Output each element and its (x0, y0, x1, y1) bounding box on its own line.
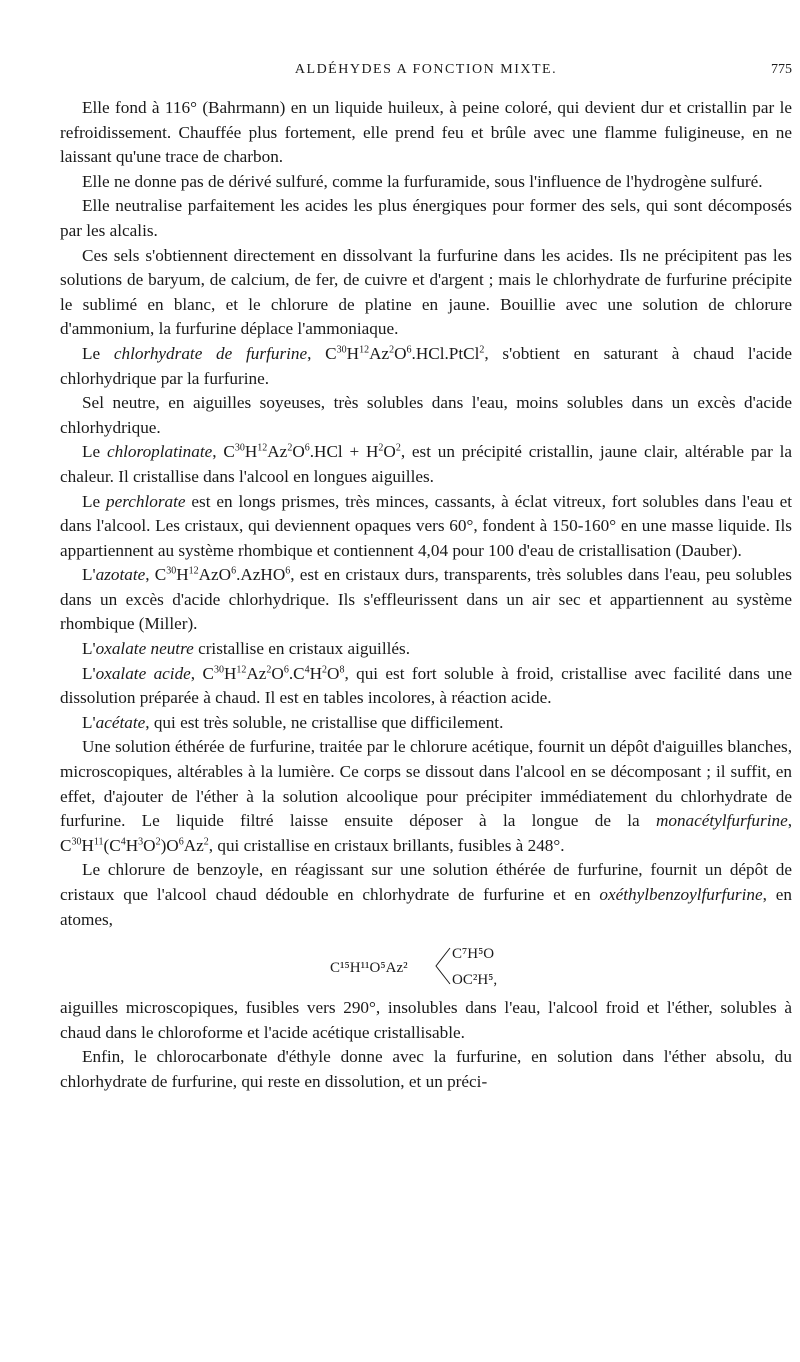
running-header (60, 60, 792, 82)
paragraph: Sel neutre, en aiguilles soyeuses, très solubles dans l'eau, moins solubles dans un excès d'acide chlorhydrique. (60, 393, 792, 437)
paragraph: Le chloroplatinate, $C^{30}H^{12}Az^2O^6.HCl + H^2O^2$, est un précipité cristallin, jaune clair, altérable par la chaleur. Il cristallise dans l'alcool en longues aiguilles. (60, 442, 792, 486)
formula-branch-bottom: OC²H⁵, (452, 972, 498, 989)
page-body (60, 96, 792, 1095)
formula-main: C¹⁵H¹¹O⁵Az² (330, 960, 408, 977)
page-number: 775 (771, 62, 792, 77)
paragraph: aiguilles microscopiques, fusibles vers 290°, insolubles dans l'eau, l'alcool froid et l'éther, solubles à chaud dans le chloroforme et l'acide acétique cristallisable. (60, 998, 792, 1042)
formula-branch-top: C⁷H⁵O (452, 946, 495, 963)
paragraph: Le chlorhydrate de furfurine, $C^{30}H^{12}Az^2O^6.HCl.PtCl^2$, s'obtient en saturant à chaud l'acide chlorhydrique par la furfurine. (60, 343, 792, 388)
paragraph: Une solution éthérée de furfurine, traitée par le chlorure acétique, fournit un dépôt d'aiguilles blanches, microscopiques, altérables à la lumière. Ce corps se dissout dans l'alcool en se décomposant ; il suffit, en effet, d'ajouter de l'éther à la solution alcoolique pour précipiter immédiatement du chlorhydrate de furfurine. Le liquide filtré laisse ensuite déposer à la longue de la monacétylfurfurine, $C^{30}H^{11}(C^4H^3O^2)O^6Az^2$, qui cristallise en cristaux brillants, fusibles à 248°. (60, 737, 792, 855)
paragraph: L'azotate, $C^{30}H^{12}AzO^6.AzHO^6$, est en cristaux durs, transparents, très solubles dans l'eau, peu solubles dans un excès d'acide chlorhydrique. Ils s'effleurissent dans un air sec et appartiennent au système rhombique (Miller). (60, 565, 792, 634)
running-title: ALDÉHYDES A FONCTION MIXTE. (294, 62, 558, 77)
paragraph: Elle fond à 116° (Bahrmann) en un liquide huileux, à peine coloré, qui devient dur et cristallin par le refroidissement. Chauffée plus fortement, elle prend feu et brûle avec une flamme fuligineuse, en ne laissant qu'une trace de charbon. (60, 98, 792, 167)
paragraph: Enfin, le chlorocarbonate d'éthyle donne avec la furfurine, en solution dans l'éther absolu, du chlorhydrate de furfurine, qui reste en dissolution, et un préci- (60, 1047, 792, 1091)
branch-bracket-icon (434, 944, 452, 988)
paragraph: L'oxalate neutre cristallise en cristaux aiguillés. (82, 639, 410, 659)
paragraph: L'acétate, qui est très soluble, ne cristallise que difficilement. (82, 712, 504, 732)
paragraph: Ces sels s'obtiennent directement en dissolvant la furfurine dans les acides. Ils ne précipitent pas les solutions de baryum, de calcium, de fer, de cuivre et d'argent ; mais le chlorhydrate de furfurine précipite le sublimé en blanc, et le chlorure de platine en jaune. Bouillie avec une solution de chlorure d'ammonium, la furfurine déplace l'ammoniaque. (60, 245, 792, 339)
paragraph: Le perchlorate est en longs prismes, très minces, cassants, à éclat vitreux, fort solubles dans l'eau et dans l'alcool. Les cristaux, qui deviennent opaques vers 60°, fondent à 150-160° en une masse liquide. Ils appartiennent au système rhombique et contiennent 4,04 pour 100 d'eau de cristallisation (Dauber). (60, 491, 792, 560)
paragraph: Elle neutralise parfaitement les acides les plus énergiques pour former des sels, qui sont décomposés par les alcalis. (60, 196, 792, 240)
paragraph: Le chlorure de benzoyle, en réagissant sur une solution éthérée de furfurine, fournit un dépôt de cristaux que l'alcool chaud dédouble en chlorhydrate de furfurine et en oxéthylbenzoylfurfurine, en atomes, (60, 860, 792, 929)
structural-formula (60, 936, 792, 994)
paragraph: Elle ne donne pas de dérivé sulfuré, comme la furfuramide, sous l'influence de l'hydrogène sulfuré. (82, 171, 763, 191)
paragraph: L'oxalate acide, $C^{30}H^{12}Az^2O^6.C^4H^2O^8$, qui est fort soluble à froid, cristallise avec facilité dans une dissolution préparée à chaud. Il est en tables incolores, à réaction acide. (60, 663, 793, 708)
